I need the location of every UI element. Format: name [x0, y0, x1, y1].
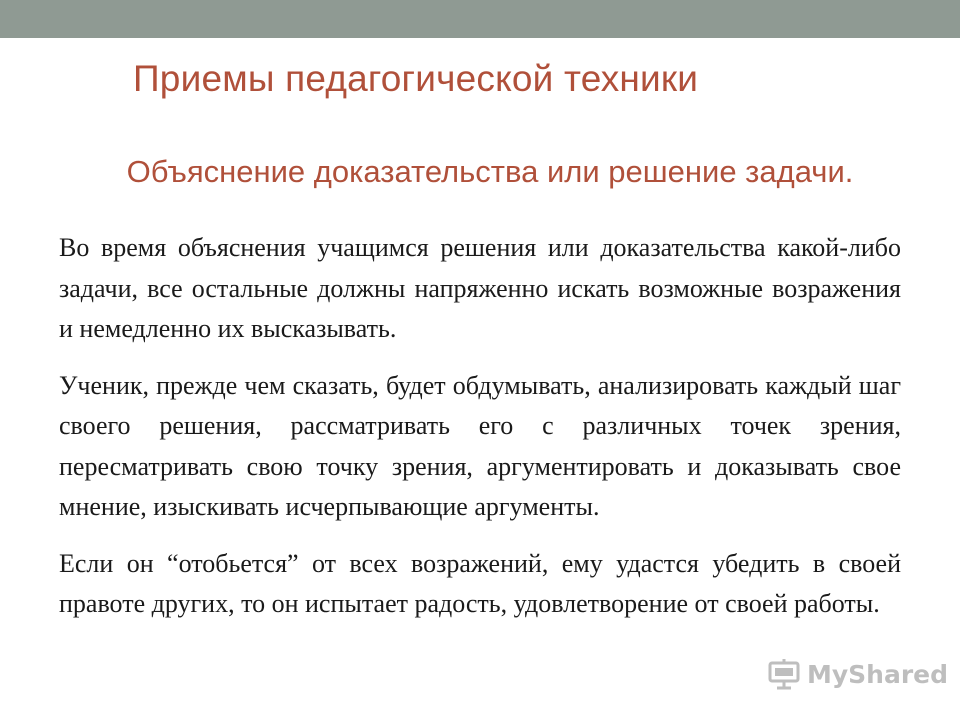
paragraph: Если он “отобьется” от всех возражений, ему удастся убедить в своей правоте других, то он испытает радость, удовлетворение от своей работы.: [59, 548, 901, 618]
slide-title: Приемы педагогической техники: [133, 58, 699, 99]
watermark: [767, 657, 948, 691]
watermark-text: MyShared: [807, 659, 949, 689]
slide-body: [59, 228, 901, 625]
paragraph: Во время объяснения учащимся решения или доказательства какой-либо задачи, все остальные должны напряженно искать возможные возражения и немедленно их высказывать.: [59, 233, 901, 343]
projector-screen-icon: [767, 657, 801, 691]
slide-subtitle: Объяснение доказательства или решение задачи.: [126, 154, 854, 189]
top-bar: [0, 0, 960, 38]
paragraph: Ученик, прежде чем сказать, будет обдумывать, анализировать каждый шаг своего решения, рассматривать его с различных точек зрения, пересматривать свою точку зрения, аргументировать и доказывать свое мнение, изыскивать исчерпывающие аргументы.: [59, 370, 901, 521]
